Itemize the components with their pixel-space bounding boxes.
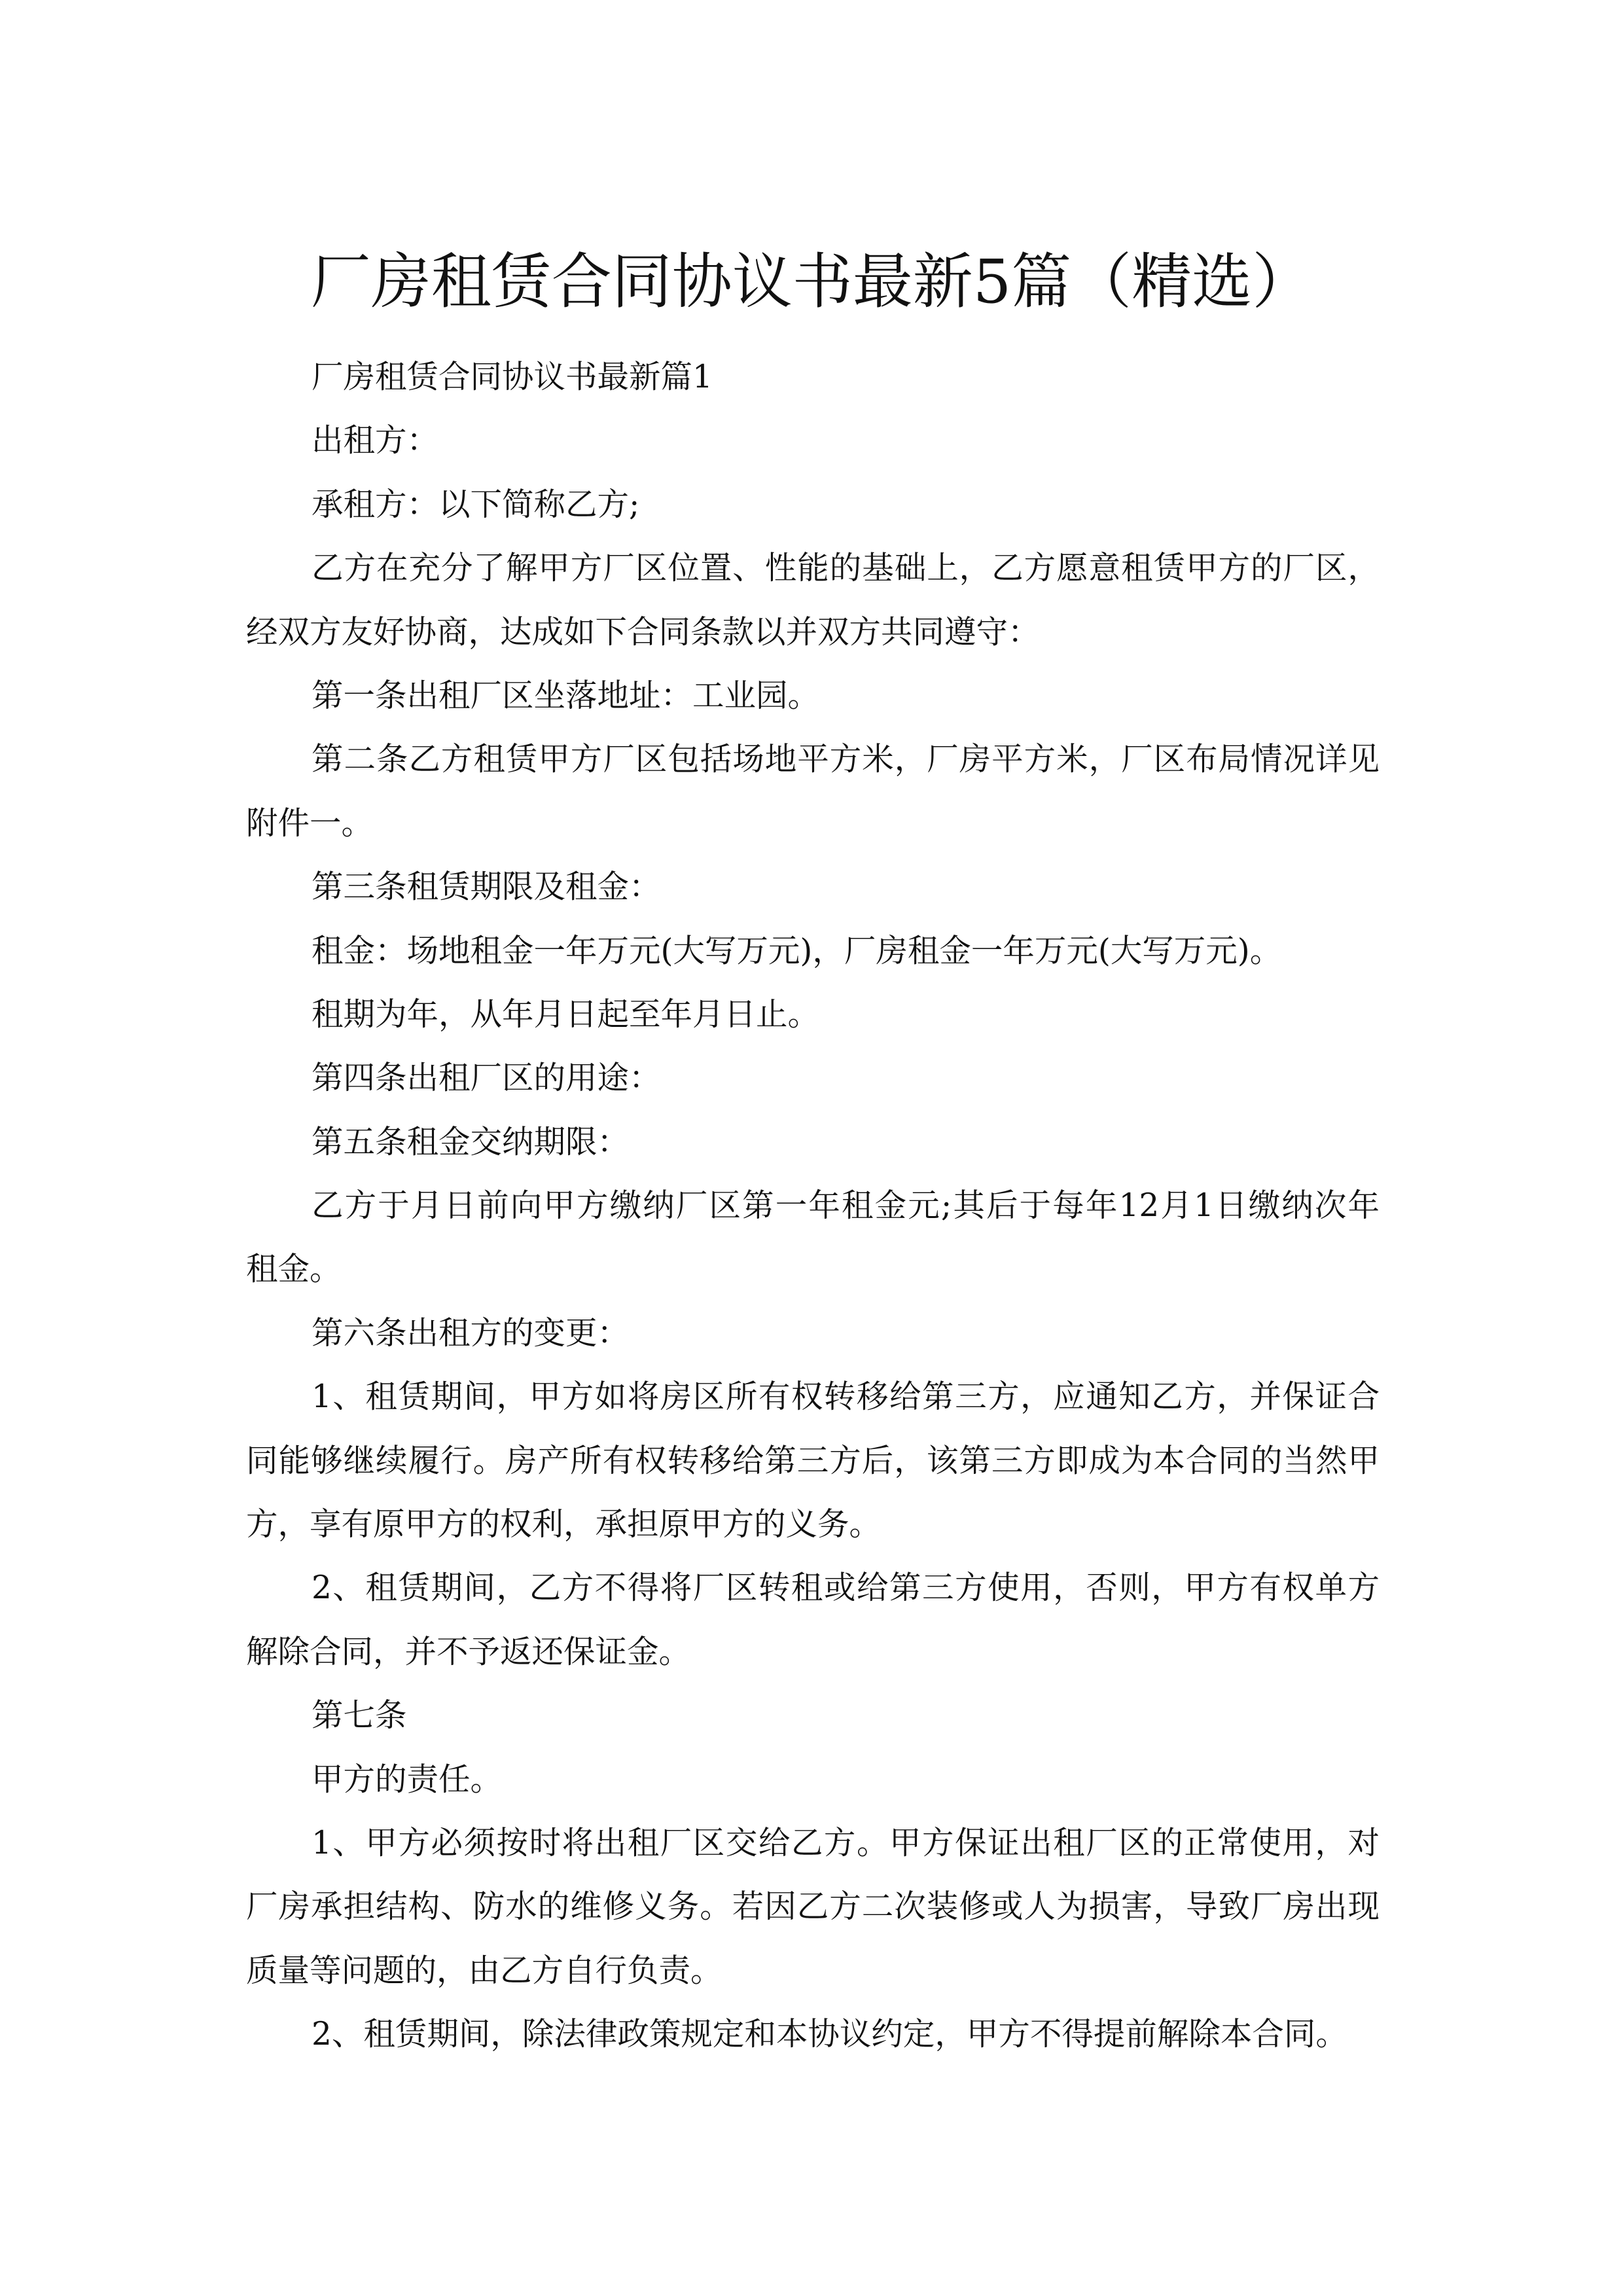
paragraph xyxy=(246,1047,1380,1110)
paragraph-line: 第六条出租方的变更： xyxy=(312,1314,630,1352)
paragraph xyxy=(246,1111,1380,1174)
paragraph xyxy=(246,855,1380,919)
paragraph-line: 租金。 xyxy=(246,1251,342,1288)
paragraph xyxy=(246,1748,1380,1812)
paragraph-line: 租期为年，从年月日起至年月日止。 xyxy=(312,996,820,1033)
paragraph-line: 第四条出租厂区的用途： xyxy=(312,1060,661,1097)
paragraph-line: 租金：场地租金一年万元(大写万元)，厂房租金一年万元(大写万元)。 xyxy=(312,932,1282,969)
paragraph-line: 方，享有原甲方的权利，承担原甲方的义务。 xyxy=(246,1506,882,1543)
paragraph-line: 2、租赁期间，乙方不得将厂区转租或给第三方使用，否则，甲方有权单方 xyxy=(312,1570,1380,1607)
paragraph xyxy=(246,1174,1380,1302)
paragraph xyxy=(246,728,1380,855)
paragraph xyxy=(246,2003,1380,2066)
paragraph-line: 2、租赁期间，除法律政策规定和本协议约定，甲方不得提前解除本合同。 xyxy=(312,2016,1347,2053)
paragraph xyxy=(246,537,1380,664)
paragraph xyxy=(246,920,1380,983)
paragraph xyxy=(246,346,1380,409)
paragraph xyxy=(246,409,1380,473)
paragraph-line: 第七条 xyxy=(312,1697,407,1734)
paragraph-line: 同能够继续履行。房产所有权转移给第三方后，该第三方即成为本合同的当然甲 xyxy=(246,1442,1380,1479)
paragraph xyxy=(246,983,1380,1047)
paragraph-line: 经双方友好协商，达成如下合同条款以并双方共同遵守： xyxy=(246,613,1040,651)
paragraph-line: 1、租赁期间，甲方如将房区所有权转移给第三方，应通知乙方，并保证合 xyxy=(312,1378,1380,1416)
document-title: 厂房租赁合同协议书最新5篇（精选） xyxy=(310,246,1313,317)
paragraph-line: 解除合同，并不予返还保证金。 xyxy=(246,1633,691,1670)
document-body xyxy=(246,346,1380,2067)
paragraph-line: 乙方在充分了解甲方厂区位置、性能的基础上，乙方愿意租赁甲方的厂区， xyxy=(312,550,1380,587)
paragraph xyxy=(246,1684,1380,1748)
paragraph-line: 乙方于月日前向甲方缴纳厂区第一年租金元;其后于每年12月1日缴纳次年 xyxy=(312,1187,1380,1225)
paragraph-line: 第三条租赁期限及租金： xyxy=(312,869,661,906)
paragraph-line: 第五条租金交纳期限： xyxy=(312,1123,630,1160)
paragraph-line: 厂房租赁合同协议书最新篇1 xyxy=(312,359,713,395)
paragraph-line: 质量等问题的，由乙方自行负责。 xyxy=(246,1952,722,1989)
paragraph xyxy=(246,473,1380,537)
paragraph xyxy=(246,1365,1380,1556)
paragraph-line: 出租方： xyxy=(312,422,439,459)
paragraph xyxy=(246,1556,1380,1684)
paragraph-line: 承租方：以下简称乙方; xyxy=(312,486,640,523)
paragraph-line: 厂房承担结构、防水的维修义务。若因乙方二次装修或人为损害，导致厂房出现 xyxy=(246,1888,1380,1926)
paragraph xyxy=(246,1302,1380,1365)
paragraph-line: 第一条出租厂区坐落地址：工业园。 xyxy=(312,677,820,714)
paragraph-line: 甲方的责任。 xyxy=(312,1761,503,1798)
paragraph xyxy=(246,1812,1380,2003)
paragraph-line: 1、甲方必须按时将出租厂区交给乙方。甲方保证出租厂区的正常使用，对 xyxy=(312,1824,1380,1861)
paragraph-line: 附件一。 xyxy=(246,804,374,842)
paragraph xyxy=(246,664,1380,728)
paragraph-line: 第二条乙方租赁甲方厂区包括场地平方米，厂房平方米，厂区布局情况详见 xyxy=(312,741,1380,778)
